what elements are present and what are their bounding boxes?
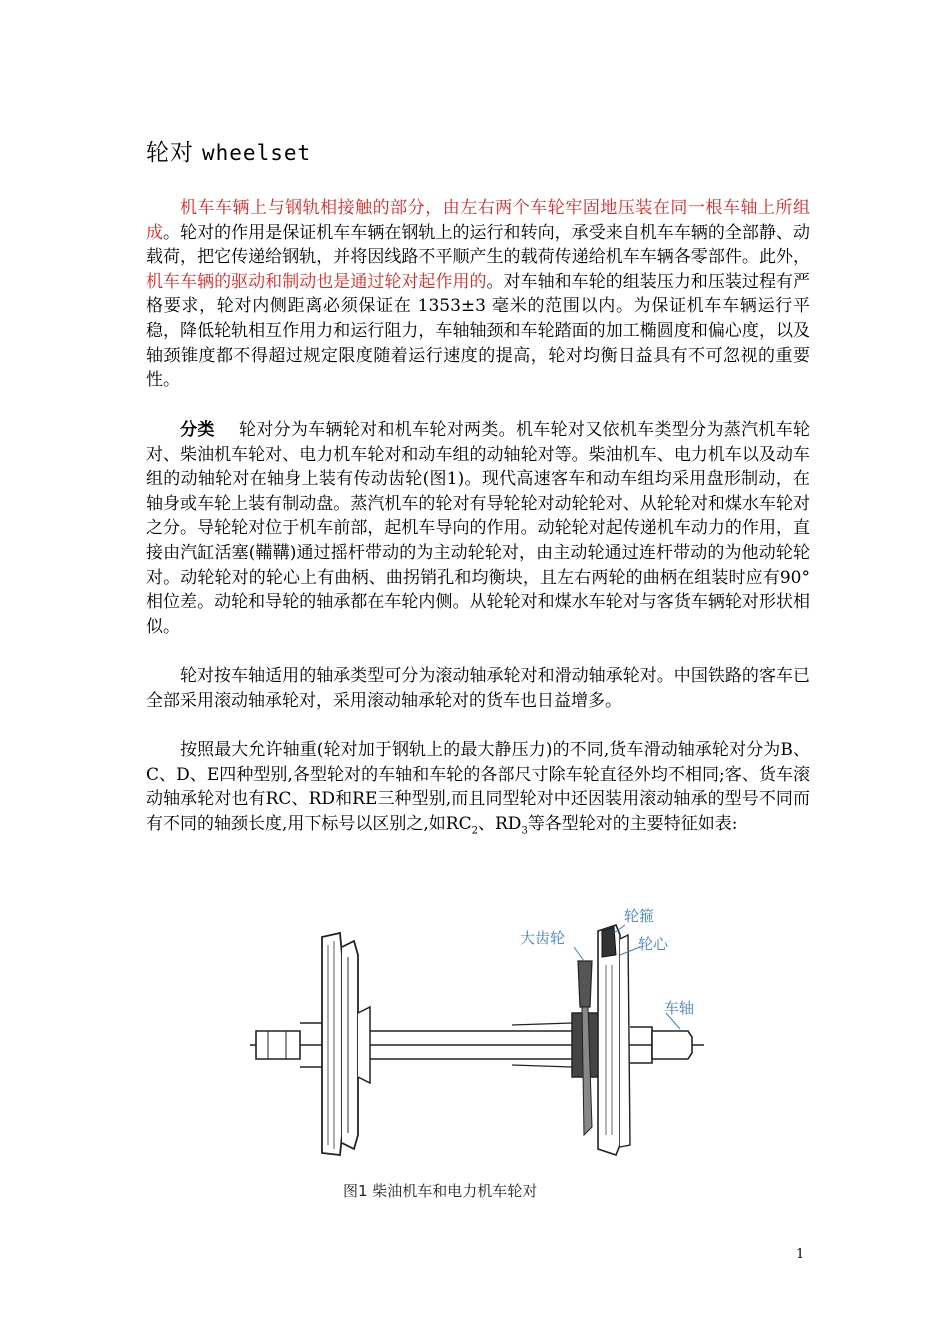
page-title xyxy=(146,134,311,167)
page-number: 1 xyxy=(796,1247,805,1262)
drive-brake-highlight: 机车车辆的驱动和制动也是通过轮对起作用的 xyxy=(146,271,487,292)
label-axle: 车轴 xyxy=(664,999,695,1017)
wheelset-figure xyxy=(242,895,712,1185)
right-wheel-center xyxy=(598,925,620,1155)
axle-load-text-3: 等各型轮对的主要特征如表: xyxy=(527,813,738,834)
paragraph-classification xyxy=(146,418,810,639)
left-wheel-rim xyxy=(322,933,342,1155)
label-gear: 大齿轮 xyxy=(520,929,566,947)
definition-highlight: 机车车辆上与钢轨相接触的部分，由左右两个车轮牢固地压装在同一根车轴上所组成 xyxy=(146,198,810,243)
bearing-types-text: 轮对按车轴适用的轴承类型可分为滚动轴承轮对和滑动轴承轮对。中国铁路的客车已全部采用滚动轴承轮对，采用滚动轴承轮对的货车也日益增多。 xyxy=(146,666,810,711)
figure-caption: 图1 柴油机车和电力机车轮对 xyxy=(343,1182,538,1200)
paragraph-definition xyxy=(146,196,810,393)
subscript-3: 3 xyxy=(521,825,528,837)
classification-text: 轮对分为车辆轮对和机车轮对两类。机车轮对又依机车类型分为蒸汽机车轮对、柴油机车轮对、电力机车轮对和动车组的动轴轮对等。柴油机车、电力机车以及动车组的动轴轮对在轴身上装有传动齿轮(图1)。现代高速客车和动车组均采用盘形制动，在轴身或车轮上装有制动盘。蒸汽机车的轮对有导轮轮对动轮轮对、从轮轮对和煤水车轮对之分。导轮轮对位于机车前部，起机车导向的作用。动轮轮对起传递机车动力的作用，直接由汽缸活塞(鞴鞲)通过摇杆带动的为主动轮轮对，由主动轮通过连杆带动的为他动轮轮对。动轮轮对的轮心上有曲柄、曲拐销孔和均衡块，且左右两轮的曲柄在组装时应有90° 相位差。动轮和导轮的轴承都在车轮内侧。从轮轮对和煤水车轮对与客货车辆轮对形状相似。 xyxy=(146,420,811,637)
left-journal xyxy=(256,1031,300,1059)
axle-load-text-2: 、RD xyxy=(478,813,522,834)
paragraph-axle-load xyxy=(146,738,810,844)
label-wheel-center: 轮心 xyxy=(638,935,669,953)
title-en: wheelset xyxy=(202,141,312,165)
definition-text-2: 。对车轴和车轮的组装压力和压装过程有严格要求，轮对内侧距离必须保证在 1353±3 毫米的范围以内。为保证机车车辆运行平稳，降低轮轨相互作用力和运行阻力，车轴轴颈和车轮踏面的加工椭圆度和偏心度，以及轴颈锥度都不得超过规定限度随着运行速度的提高，轮对均衡日益具有不可忽视的重要性。 xyxy=(146,271,811,391)
wheelset-drawing xyxy=(242,895,712,1185)
gear-teeth xyxy=(578,961,592,1007)
wheel-tire xyxy=(602,927,616,957)
title-zh: 轮对 xyxy=(146,140,194,166)
label-tire: 轮箍 xyxy=(624,907,655,925)
right-journal xyxy=(652,1031,692,1059)
paragraph-bearing-types xyxy=(146,664,810,713)
axle-load-text-1: 按照最大允许轴重(轮对加于钢轨上的最大静压力)的不同,货车滑动轴承轮对分为B、C、D、E四种型别,各型轮对的车轴和车轮的各部尺寸除车轮直径外均不相同;客、货车滚动轴承轮对也有RC、RD和RE三种型别,而且同型轮对中还因装用滚动轴承的型号不同而有不同的轴颈长度,用下标号以区别之,如RC xyxy=(146,740,810,834)
subscript-2: 2 xyxy=(471,825,478,837)
classification-label: 分类 xyxy=(180,420,215,440)
left-wheel-flange xyxy=(342,941,358,1149)
definition-text-1: 。轮对的作用是保证机车车辆在钢轨上的运行和转向，承受来自机车车辆的全部静、动载荷，把它传递给钢轨，并将因线路不平顺产生的载荷传递给机车车辆各零部件。此外， xyxy=(146,222,811,268)
